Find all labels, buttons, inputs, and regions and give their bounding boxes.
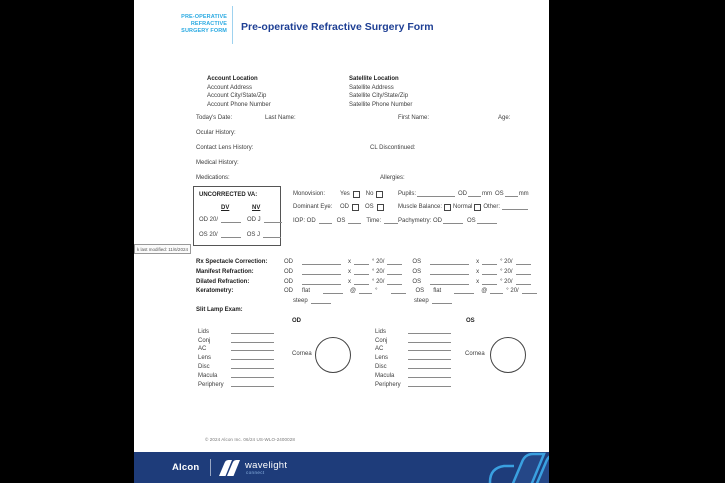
keratometry-steep-blank <box>311 302 331 304</box>
form-badge-logo <box>134 14 227 34</box>
contact-lens-history-label: Contact Lens History: <box>196 145 254 151</box>
medical-history-label: Medical History: <box>196 160 239 166</box>
badge-line-3: SURGERY FORM <box>181 27 227 34</box>
muscle-balance-other-checkbox[interactable] <box>474 204 481 211</box>
od-20-label: OD 20/ <box>199 217 219 223</box>
refraction-x-label: x <box>476 259 480 265</box>
refraction-blank <box>387 263 402 265</box>
refraction-blank <box>516 263 531 265</box>
keratometry-blank <box>522 292 537 294</box>
keratometry-blank <box>490 292 503 294</box>
monovision-no-label: No <box>365 191 374 197</box>
ocular-history-label: Ocular History: <box>196 130 236 136</box>
refraction-deg20-label: ° 20/ <box>372 259 385 265</box>
dv-header: DV <box>221 205 230 211</box>
os-20-label: OS 20/ <box>199 232 218 238</box>
od-j-label: OD J <box>247 217 261 223</box>
sl-os-macula-blank <box>408 376 451 378</box>
rx-spectacle-correction-label: Rx Spectacle Correction: <box>196 259 268 265</box>
form-page <box>134 0 549 483</box>
refraction-x-label: x <box>348 259 351 265</box>
wavelight-wordmark: wavelight <box>245 460 288 471</box>
slit-lamp-od-header: OD <box>292 318 301 324</box>
iop-time-blank <box>384 222 398 224</box>
refraction-deg20-label: ° 20/ <box>500 259 513 265</box>
badge-line-1: PRE-OPERATIVE <box>181 14 227 20</box>
sl-os-cornea-circle <box>490 337 526 373</box>
os-dv-blank <box>221 236 241 238</box>
refraction-blank <box>482 273 497 275</box>
refraction-x-label: x <box>348 278 351 285</box>
keratometry-od-label: OD <box>284 288 293 294</box>
sl-os-lens-label: Lens <box>375 355 389 362</box>
muscle-balance-normal-checkbox[interactable] <box>444 204 451 211</box>
first-name-label: First Name: <box>398 115 430 121</box>
keratometry-blank <box>454 292 474 294</box>
od-nv-blank <box>264 221 282 223</box>
sl-os-periphery-blank <box>408 385 451 387</box>
sl-od-ac-label: AC <box>198 346 207 353</box>
satellite-city-state-zip: Satellite City/State/Zip <box>349 93 409 100</box>
sl-od-lids-blank <box>231 332 274 334</box>
iop-od-blank <box>319 222 332 224</box>
satellite-location-heading: Satellite Location <box>349 76 399 82</box>
pupils-od-blank <box>468 195 481 197</box>
keratometry-flat-label: flat <box>302 288 311 294</box>
sl-od-cornea-circle <box>315 337 351 373</box>
sl-od-lids-label: Lids <box>198 328 210 335</box>
uncorrected-va-box <box>193 186 281 246</box>
refraction-blank <box>482 283 497 285</box>
pupils-os-blank <box>505 195 518 197</box>
sl-od-lens-label: Lens <box>198 355 212 362</box>
muscle-balance-other-label: Other: <box>483 204 501 210</box>
sl-od-macula-label: Macula <box>198 372 218 379</box>
refraction-od-label: OD <box>284 269 293 275</box>
keratometry-blank <box>359 292 372 294</box>
keratometry-steep-label: steep <box>293 298 308 304</box>
dominant-eye-label: Dominant Eye: <box>293 204 333 210</box>
banner-divider <box>210 459 211 476</box>
uncorrected-va-title: UNCORRECTED VA: <box>199 192 258 198</box>
pupils-od-label: OD <box>458 191 468 197</box>
iop-time-label: Time: <box>366 218 382 224</box>
keratometry-steep-blank <box>432 302 452 304</box>
refraction-os-label: OS <box>412 278 422 285</box>
refraction-od-label: OD <box>284 278 293 285</box>
pupils-blank <box>417 195 455 197</box>
todays-date-label: Today's Date: <box>196 115 233 121</box>
refraction-deg20-label: ° 20/ <box>500 278 513 285</box>
refraction-blank <box>354 263 369 265</box>
slit-lamp-heading: Slit Lamp Exam: <box>196 307 243 313</box>
monovision-label: Monovision: <box>293 191 326 197</box>
muscle-balance-other-blank <box>502 208 528 210</box>
os-j-label: OS J <box>246 232 261 238</box>
keratometry-blank <box>323 292 343 294</box>
refraction-x-label: x <box>476 278 480 285</box>
manifest-refraction-label: Manifest Refraction: <box>196 269 254 275</box>
account-location-heading: Account Location <box>207 76 258 82</box>
pachymetry-od-label: Pachymetry: OD <box>398 218 443 224</box>
pupils-os-label: OS <box>495 191 504 197</box>
refraction-deg20-label: ° 20/ <box>372 269 385 275</box>
dominant-eye-os-label: OS <box>365 204 374 210</box>
sl-os-lids-blank <box>408 332 451 334</box>
account-phone: Account Phone Number <box>207 101 271 108</box>
refraction-blank <box>302 273 341 275</box>
slit-lamp-od-column <box>198 326 276 388</box>
sl-os-ac-label: AC <box>375 346 384 353</box>
sl-od-macula-blank <box>231 376 274 378</box>
keratometry-deg20-label: ° 20/ <box>506 288 519 294</box>
satellite-address: Satellite Address <box>349 84 394 91</box>
refraction-blank <box>430 273 469 275</box>
sl-os-ac-blank <box>408 349 451 351</box>
header-divider <box>232 6 233 44</box>
sl-od-disc-blank <box>231 367 274 369</box>
refraction-blank <box>354 283 369 285</box>
refraction-blank <box>387 273 402 275</box>
refraction-x-label: x <box>348 269 351 275</box>
allergies-label: Allergies: <box>380 175 405 181</box>
sl-od-lens-blank <box>231 358 274 360</box>
sl-os-macula-label: Macula <box>375 372 395 379</box>
nv-header: NV <box>252 205 261 211</box>
last-name-label: Last Name: <box>265 115 296 121</box>
pachymetry-od-blank <box>443 222 463 224</box>
sl-od-periphery-blank <box>231 385 274 387</box>
refraction-deg20-label: ° 20/ <box>372 278 385 285</box>
sl-od-conj-blank <box>231 341 274 343</box>
pachymetry-os-blank <box>477 222 497 224</box>
sl-od-conj-label: Conj <box>198 337 211 344</box>
dominant-eye-os-checkbox[interactable] <box>377 204 384 211</box>
satellite-location-block <box>349 75 412 109</box>
pupils-os-mm-label: mm <box>518 191 529 197</box>
refraction-blank <box>302 283 341 285</box>
sl-od-periphery-label: Periphery <box>198 381 224 388</box>
refraction-x-label: x <box>476 269 480 275</box>
refraction-os-label: OS <box>412 269 422 275</box>
keratometry-steep-label: steep <box>414 298 429 304</box>
os-nv-blank <box>263 236 281 238</box>
pachymetry-os-label: OS <box>467 218 476 224</box>
keratometry-os-label: OS <box>415 288 425 294</box>
page-title: Pre-operative Refractive Surgery Form <box>241 21 434 33</box>
badge-line-2: REFRACTIVE <box>190 20 227 27</box>
muscle-balance-normal-label: Normal <box>453 204 473 210</box>
sl-os-cornea-label: Cornea <box>465 351 485 357</box>
refraction-blank <box>302 263 341 265</box>
refraction-blank <box>516 273 531 275</box>
satellite-phone: Satellite Phone Number <box>349 101 413 108</box>
sl-os-disc-label: Disc <box>375 363 387 370</box>
monovision-yes-label: Yes <box>340 191 350 197</box>
keratometry-flat-label: flat <box>433 288 442 294</box>
refraction-os-label: OS <box>412 259 422 265</box>
refraction-blank <box>430 283 469 285</box>
refraction-od-label: OD <box>284 259 293 265</box>
wavelight-w-icon <box>218 458 242 477</box>
iop-os-label: OS <box>336 218 346 224</box>
medications-label: Medications: <box>196 175 230 181</box>
dominant-eye-od-checkbox[interactable] <box>352 204 359 211</box>
sl-os-lids-label: Lids <box>375 328 387 335</box>
sl-os-periphery-label: Periphery <box>375 381 401 388</box>
keratometry-at-label: @ <box>481 288 488 294</box>
od-dv-blank <box>221 221 241 223</box>
monovision-yes-checkbox[interactable] <box>353 191 360 198</box>
iop-os-blank <box>348 222 361 224</box>
last-modified-tooltip: k last modified: 11/6/2024 <box>134 244 191 254</box>
keratometry-at-label: @ <box>350 288 357 294</box>
refraction-blank <box>482 263 497 265</box>
keratometry-label: Keratometry: <box>196 288 234 294</box>
pupils-od-mm-label: mm <box>482 191 493 197</box>
monovision-no-checkbox[interactable] <box>376 191 383 198</box>
keratometry-blank <box>391 292 406 294</box>
account-location-block <box>207 75 271 109</box>
sl-od-ac-blank <box>231 349 274 351</box>
keratometry-deg-label: ° <box>375 288 378 294</box>
sl-od-cornea-label: Cornea <box>292 351 312 357</box>
sl-os-conj-blank <box>408 341 451 343</box>
refraction-deg20-label: ° 20/ <box>500 269 513 275</box>
refraction-blank <box>430 263 469 265</box>
refraction-blank <box>354 273 369 275</box>
slit-lamp-os-header: OS <box>466 318 475 324</box>
dilated-refraction-label: Dilated Refraction: <box>196 278 250 285</box>
sl-os-disc-blank <box>408 367 451 369</box>
sl-os-conj-label: Conj <box>375 337 388 344</box>
alcon-logo: Alcon <box>172 462 200 473</box>
wavelight-w-outline-decoration-icon <box>484 452 549 483</box>
refraction-blank <box>387 283 402 285</box>
copyright-line: © 2024 Alcon Inc. 06/24 US-WLO-2400028 <box>205 437 295 442</box>
muscle-balance-label: Muscle Balance: <box>398 204 443 210</box>
sl-os-lens-blank <box>408 358 451 360</box>
account-address: Account Address <box>207 84 253 91</box>
slit-lamp-os-column <box>375 326 453 388</box>
account-city-state-zip: Account City/State/Zip <box>207 93 267 100</box>
brand-banner <box>134 452 549 483</box>
wavelight-connect-label: connect <box>246 470 265 475</box>
cl-discontinued-label: CL Discontinued: <box>370 145 416 151</box>
pupils-label: Pupils: <box>398 191 417 197</box>
iop-od-label: IOP: OD <box>293 218 316 224</box>
age-label: Age: <box>498 115 511 121</box>
sl-od-disc-label: Disc <box>198 363 210 370</box>
dominant-eye-od-label: OD <box>340 204 349 210</box>
refraction-blank <box>516 283 531 285</box>
